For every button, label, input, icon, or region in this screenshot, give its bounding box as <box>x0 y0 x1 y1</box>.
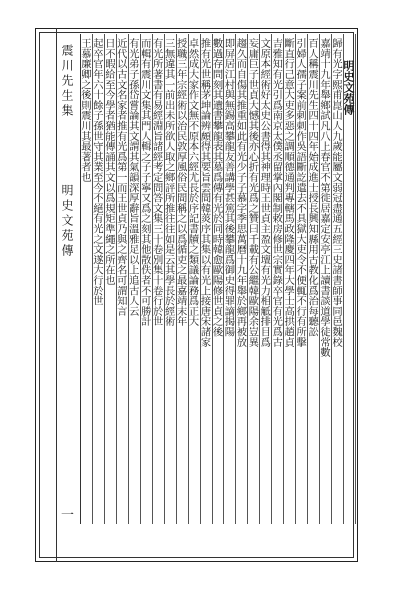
text-column: 卓然成大家作文無不原本六經尤長於序記書牘之類議論務爲正大 <box>189 34 201 524</box>
text-column: 授職三年宗經術以治民敦厚風俗民間稱之以爲循吏之最嘉靖末年 <box>177 34 189 524</box>
text-column: 文原本經術好太史公書得其神理時王世貞主盈文壇有光力相觝排目爲 <box>260 34 272 524</box>
left-margin <box>35 28 57 562</box>
text-column: 吉雅知有光引爲南京太僕丞留掌內閣制敕房修世宗實錄卒官有光爲古 <box>272 34 284 524</box>
text-column: 斷直行己意大吏多惡之調順德通判專轄馬政隆慶四年大學士高拱趙貞 <box>284 34 296 524</box>
text-column: 近代以古文名家者推有光爲第一而王世貞乃與之齊名可謂知言 <box>117 34 129 524</box>
text-column: 有光弟子孫岱嘗論其文謂其氣韻深厚辭旨溫雅足以上追古人云 <box>129 34 141 524</box>
text-column: 王慕廉卿之後則震川其最著者也 <box>81 34 93 524</box>
text-column: 起卒官年六十餘子孫世守其業至今不絕有光之文遂大行於世 <box>93 34 105 524</box>
text-column: 而輯有震川文集其門人輯之子子寧又爲之刻其他散佚者不可勝計 <box>141 34 153 524</box>
fore-edge <box>57 34 79 524</box>
page-number: 一 <box>61 508 75 523</box>
section-heading: 明史文苑傳 <box>344 34 356 524</box>
text-column: 三無違其一前出未所欲人取之鄉評所推往往如是云其學長於經術 <box>165 34 177 524</box>
text-column: 引婦人孺子案前刺刺作吳語斷訖遣去不具獄大吏令不便輒不行有所擊 <box>296 34 308 524</box>
volume-title: 震川先生集 <box>60 44 74 119</box>
text-column: 趨久而自傷其推重如此有光少子子慕字季思萬曆十九年舉於鄉再被放 <box>236 34 248 524</box>
text-column: 嘉靖十九年舉鄉試凡八上春官不第徙居嘉定安亭江上讀書談道學徒常數 <box>320 34 332 524</box>
text-column: 百人稱震川先生四十四年始成進士授長興知縣用古教化爲治每聽訟 <box>308 34 320 524</box>
text-column: 歸有光字熙甫崑山人九歲能屬文弱冠盡通五經三史諸書師事同邑魏校 <box>332 34 344 524</box>
text-column: 推有光世稱茅坤論辨頗得其要旨雲間韓菼序其集以有光上接唐宋諸家 <box>201 34 213 524</box>
text-column: 妄庸巨子世貞大憾其後亦心折有光爲之贊曰千載有公繼韓歐陽余豈異 <box>248 34 260 524</box>
text-column: 數過存問刻其遺書攀龍表其墓爲傳有光於同時韓愈歐陽修世貞之後 <box>213 34 225 524</box>
text-block <box>80 34 356 524</box>
text-column: 有光所著書有易經淵旨諸經考定問答文集三十卷別集十卷行於世 <box>153 34 165 524</box>
text-column: 日不暇給至今學者猶能傳誦其文以爲規矩準繩之所在也 <box>105 34 117 524</box>
text-column: 即屏居江村與無錫高攀龍友善講學甚篤其後攀龍爲御史得罪謫揭陽 <box>224 34 236 524</box>
section-title: 明史文苑傳 <box>60 184 74 259</box>
